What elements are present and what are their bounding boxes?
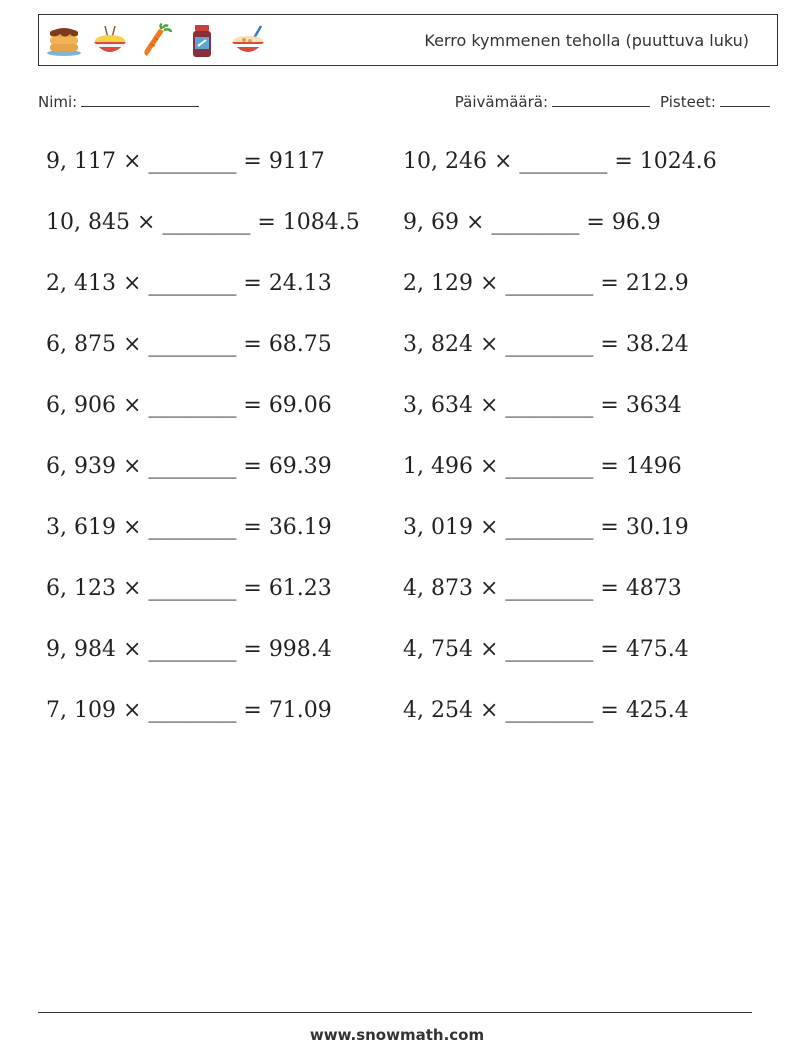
header-icons xyxy=(45,21,275,61)
problem-item: 6, 123 × ________ = 61.23 xyxy=(46,576,332,601)
score-label: Pisteet: xyxy=(660,93,716,111)
name-field xyxy=(38,92,199,111)
rice-bowl-icon xyxy=(91,22,129,60)
problem-item: 6, 875 × ________ = 68.75 xyxy=(46,332,332,357)
problem-item: 10, 246 × ________ = 1024.6 xyxy=(403,149,717,174)
name-label: Nimi: xyxy=(38,93,78,111)
footer-divider xyxy=(38,1012,752,1013)
date-label: Päivämäärä: xyxy=(454,93,549,111)
problem-item: 2, 413 × ________ = 24.13 xyxy=(46,271,332,296)
problem-item: 4, 754 × ________ = 475.4 xyxy=(403,637,689,662)
carrot-icon xyxy=(137,22,175,60)
problem-item: 10, 845 × ________ = 1084.5 xyxy=(46,210,360,235)
problem-item: 7, 109 × ________ = 71.09 xyxy=(46,698,332,723)
problem-item: 1, 496 × ________ = 1496 xyxy=(403,454,682,479)
score-blank xyxy=(720,92,770,107)
problem-item: 3, 634 × ________ = 3634 xyxy=(403,393,682,418)
problem-item: 4, 254 × ________ = 425.4 xyxy=(403,698,689,723)
problem-item: 6, 906 × ________ = 69.06 xyxy=(46,393,332,418)
problem-item: 9, 984 × ________ = 998.4 xyxy=(46,637,332,662)
problem-item: 9, 69 × ________ = 96.9 xyxy=(403,210,661,235)
name-blank xyxy=(81,92,199,107)
problem-item: 2, 129 × ________ = 212.9 xyxy=(403,271,689,296)
date-score-fields xyxy=(455,92,770,111)
pancakes-icon xyxy=(45,22,83,60)
problem-item: 4, 873 × ________ = 4873 xyxy=(403,576,682,601)
problem-item: 6, 939 × ________ = 69.39 xyxy=(46,454,332,479)
problem-item: 3, 019 × ________ = 30.19 xyxy=(403,515,689,540)
date-blank xyxy=(552,92,650,107)
problem-item: 3, 824 × ________ = 38.24 xyxy=(403,332,689,357)
problem-item: 3, 619 × ________ = 36.19 xyxy=(46,515,332,540)
problem-grid xyxy=(46,140,766,750)
jam-jar-icon xyxy=(183,22,221,60)
worksheet-title: Kerro kymmenen teholla (puuttuva luku) xyxy=(424,31,749,50)
problem-item: 9, 117 × ________ = 9117 xyxy=(46,149,325,174)
worksheet-header xyxy=(38,14,778,66)
footer-url[interactable]: www.snowmath.com xyxy=(309,1026,485,1044)
soup-bowl-icon xyxy=(229,22,267,60)
